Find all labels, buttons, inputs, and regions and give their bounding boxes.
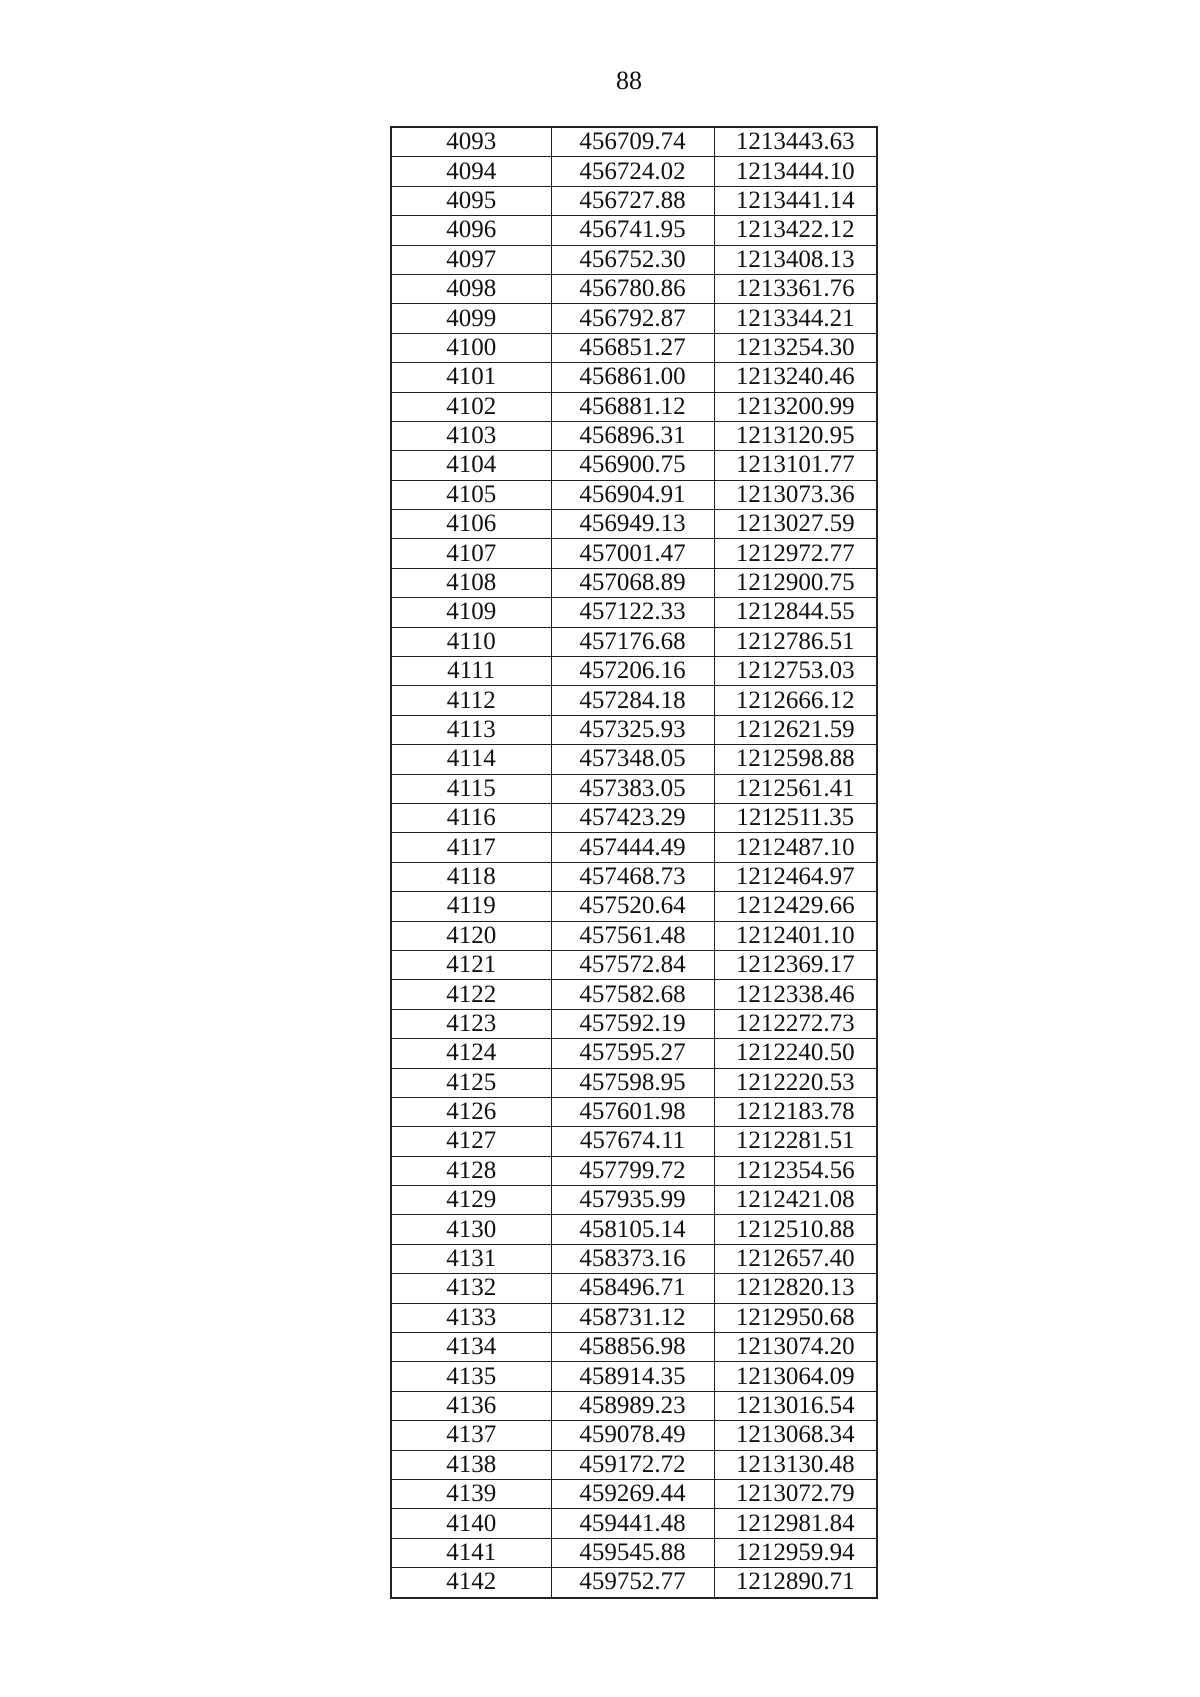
point-number-cell: 4133 — [391, 1303, 551, 1332]
x-coordinate-cell: 457674.11 — [551, 1127, 714, 1156]
x-coordinate-cell: 459172.72 — [551, 1450, 714, 1479]
y-coordinate-cell: 1212972.77 — [714, 539, 877, 568]
table-row — [391, 157, 877, 186]
y-coordinate-cell: 1213200.99 — [714, 392, 877, 421]
x-coordinate-cell: 456724.02 — [551, 157, 714, 186]
point-number-cell: 4105 — [391, 480, 551, 509]
table-row — [391, 1391, 877, 1420]
x-coordinate-cell: 457068.89 — [551, 568, 714, 597]
table-row — [391, 745, 877, 774]
table-row — [391, 980, 877, 1009]
x-coordinate-cell: 456709.74 — [551, 127, 714, 157]
table-row — [391, 657, 877, 686]
x-coordinate-cell: 457325.93 — [551, 715, 714, 744]
x-coordinate-cell: 456896.31 — [551, 421, 714, 450]
coordinates-table-body — [391, 127, 877, 1598]
table-row — [391, 186, 877, 215]
point-number-cell: 4115 — [391, 774, 551, 803]
y-coordinate-cell: 1212844.55 — [714, 598, 877, 627]
y-coordinate-cell: 1212981.84 — [714, 1509, 877, 1538]
x-coordinate-cell: 457595.27 — [551, 1039, 714, 1068]
y-coordinate-cell: 1213073.36 — [714, 480, 877, 509]
x-coordinate-cell: 457572.84 — [551, 950, 714, 979]
point-number-cell: 4096 — [391, 216, 551, 245]
x-coordinate-cell: 457348.05 — [551, 745, 714, 774]
y-coordinate-cell: 1212464.97 — [714, 862, 877, 891]
table-row — [391, 1303, 877, 1332]
table-row — [391, 1244, 877, 1273]
point-number-cell: 4131 — [391, 1244, 551, 1273]
point-number-cell: 4108 — [391, 568, 551, 597]
table-row — [391, 245, 877, 274]
point-number-cell: 4137 — [391, 1421, 551, 1450]
x-coordinate-cell: 458914.35 — [551, 1362, 714, 1391]
table-row — [391, 950, 877, 979]
x-coordinate-cell: 457582.68 — [551, 980, 714, 1009]
table-row — [391, 627, 877, 656]
x-coordinate-cell: 456741.95 — [551, 216, 714, 245]
y-coordinate-cell: 1213441.14 — [714, 186, 877, 215]
table-row — [391, 892, 877, 921]
point-number-cell: 4116 — [391, 803, 551, 832]
y-coordinate-cell: 1213074.20 — [714, 1333, 877, 1362]
y-coordinate-cell: 1212900.75 — [714, 568, 877, 597]
x-coordinate-cell: 459441.48 — [551, 1509, 714, 1538]
point-number-cell: 4097 — [391, 245, 551, 274]
y-coordinate-cell: 1212487.10 — [714, 833, 877, 862]
x-coordinate-cell: 457799.72 — [551, 1156, 714, 1185]
y-coordinate-cell: 1212621.59 — [714, 715, 877, 744]
y-coordinate-cell: 1212220.53 — [714, 1068, 877, 1097]
point-number-cell: 4129 — [391, 1186, 551, 1215]
x-coordinate-cell: 457176.68 — [551, 627, 714, 656]
table-row — [391, 1156, 877, 1185]
table-row — [391, 1215, 877, 1244]
x-coordinate-cell: 457001.47 — [551, 539, 714, 568]
x-coordinate-cell: 457598.95 — [551, 1068, 714, 1097]
x-coordinate-cell: 456851.27 — [551, 333, 714, 362]
x-coordinate-cell: 457122.33 — [551, 598, 714, 627]
point-number-cell: 4104 — [391, 451, 551, 480]
table-row — [391, 1568, 877, 1598]
point-number-cell: 4094 — [391, 157, 551, 186]
y-coordinate-cell: 1212338.46 — [714, 980, 877, 1009]
table-row — [391, 1127, 877, 1156]
point-number-cell: 4109 — [391, 598, 551, 627]
point-number-cell: 4127 — [391, 1127, 551, 1156]
x-coordinate-cell: 457592.19 — [551, 1009, 714, 1038]
y-coordinate-cell: 1213101.77 — [714, 451, 877, 480]
point-number-cell: 4124 — [391, 1039, 551, 1068]
y-coordinate-cell: 1213120.95 — [714, 421, 877, 450]
x-coordinate-cell: 457468.73 — [551, 862, 714, 891]
table-row — [391, 833, 877, 862]
y-coordinate-cell: 1213027.59 — [714, 510, 877, 539]
coordinates-table — [390, 126, 878, 1599]
y-coordinate-cell: 1212354.56 — [714, 1156, 877, 1185]
point-number-cell: 4110 — [391, 627, 551, 656]
x-coordinate-cell: 459545.88 — [551, 1538, 714, 1567]
table-row — [391, 421, 877, 450]
y-coordinate-cell: 1212421.08 — [714, 1186, 877, 1215]
point-number-cell: 4122 — [391, 980, 551, 1009]
y-coordinate-cell: 1212753.03 — [714, 657, 877, 686]
x-coordinate-cell: 457935.99 — [551, 1186, 714, 1215]
point-number-cell: 4099 — [391, 304, 551, 333]
point-number-cell: 4095 — [391, 186, 551, 215]
point-number-cell: 4139 — [391, 1479, 551, 1508]
table-row — [391, 862, 877, 891]
y-coordinate-cell: 1213254.30 — [714, 333, 877, 362]
table-row — [391, 1421, 877, 1450]
y-coordinate-cell: 1213064.09 — [714, 1362, 877, 1391]
table-row — [391, 480, 877, 509]
point-number-cell: 4138 — [391, 1450, 551, 1479]
x-coordinate-cell: 458105.14 — [551, 1215, 714, 1244]
table-row — [391, 392, 877, 421]
y-coordinate-cell: 1212598.88 — [714, 745, 877, 774]
y-coordinate-cell: 1212820.13 — [714, 1274, 877, 1303]
point-number-cell: 4098 — [391, 274, 551, 303]
table-row — [391, 1009, 877, 1038]
table-row — [391, 1479, 877, 1508]
point-number-cell: 4119 — [391, 892, 551, 921]
x-coordinate-cell: 458731.12 — [551, 1303, 714, 1332]
point-number-cell: 4111 — [391, 657, 551, 686]
table-row — [391, 1068, 877, 1097]
y-coordinate-cell: 1212369.17 — [714, 950, 877, 979]
y-coordinate-cell: 1212183.78 — [714, 1097, 877, 1126]
table-row — [391, 363, 877, 392]
y-coordinate-cell: 1213072.79 — [714, 1479, 877, 1508]
x-coordinate-cell: 459752.77 — [551, 1568, 714, 1598]
point-number-cell: 4121 — [391, 950, 551, 979]
point-number-cell: 4142 — [391, 1568, 551, 1598]
x-coordinate-cell: 457423.29 — [551, 803, 714, 832]
table-row — [391, 774, 877, 803]
y-coordinate-cell: 1212429.66 — [714, 892, 877, 921]
x-coordinate-cell: 459269.44 — [551, 1479, 714, 1508]
y-coordinate-cell: 1212511.35 — [714, 803, 877, 832]
table-row — [391, 1362, 877, 1391]
x-coordinate-cell: 456792.87 — [551, 304, 714, 333]
x-coordinate-cell: 457601.98 — [551, 1097, 714, 1126]
x-coordinate-cell: 456861.00 — [551, 363, 714, 392]
y-coordinate-cell: 1212401.10 — [714, 921, 877, 950]
point-number-cell: 4134 — [391, 1333, 551, 1362]
x-coordinate-cell: 456780.86 — [551, 274, 714, 303]
x-coordinate-cell: 456881.12 — [551, 392, 714, 421]
y-coordinate-cell: 1212510.88 — [714, 1215, 877, 1244]
point-number-cell: 4103 — [391, 421, 551, 450]
point-number-cell: 4135 — [391, 1362, 551, 1391]
point-number-cell: 4123 — [391, 1009, 551, 1038]
point-number-cell: 4093 — [391, 127, 551, 157]
table-row — [391, 715, 877, 744]
y-coordinate-cell: 1212890.71 — [714, 1568, 877, 1598]
y-coordinate-cell: 1213443.63 — [714, 127, 877, 157]
table-row — [391, 1509, 877, 1538]
point-number-cell: 4117 — [391, 833, 551, 862]
x-coordinate-cell: 456904.91 — [551, 480, 714, 509]
table-row — [391, 1274, 877, 1303]
x-coordinate-cell: 457284.18 — [551, 686, 714, 715]
x-coordinate-cell: 457206.16 — [551, 657, 714, 686]
y-coordinate-cell: 1213408.13 — [714, 245, 877, 274]
table-row — [391, 686, 877, 715]
table-row — [391, 216, 877, 245]
point-number-cell: 4101 — [391, 363, 551, 392]
table-row — [391, 1450, 877, 1479]
x-coordinate-cell: 458989.23 — [551, 1391, 714, 1420]
y-coordinate-cell: 1212240.50 — [714, 1039, 877, 1068]
y-coordinate-cell: 1213130.48 — [714, 1450, 877, 1479]
point-number-cell: 4125 — [391, 1068, 551, 1097]
table-row — [391, 539, 877, 568]
table-row — [391, 1039, 877, 1068]
x-coordinate-cell: 457561.48 — [551, 921, 714, 950]
x-coordinate-cell: 456727.88 — [551, 186, 714, 215]
x-coordinate-cell: 458496.71 — [551, 1274, 714, 1303]
x-coordinate-cell: 458856.98 — [551, 1333, 714, 1362]
y-coordinate-cell: 1213016.54 — [714, 1391, 877, 1420]
table-row — [391, 803, 877, 832]
point-number-cell: 4114 — [391, 745, 551, 774]
table-row — [391, 1333, 877, 1362]
y-coordinate-cell: 1213344.21 — [714, 304, 877, 333]
y-coordinate-cell: 1212561.41 — [714, 774, 877, 803]
table-row — [391, 568, 877, 597]
point-number-cell: 4112 — [391, 686, 551, 715]
y-coordinate-cell: 1213422.12 — [714, 216, 877, 245]
table-row — [391, 1186, 877, 1215]
y-coordinate-cell: 1212666.12 — [714, 686, 877, 715]
y-coordinate-cell: 1212657.40 — [714, 1244, 877, 1273]
page-number: 88 — [616, 66, 642, 95]
x-coordinate-cell: 456900.75 — [551, 451, 714, 480]
x-coordinate-cell: 456949.13 — [551, 510, 714, 539]
point-number-cell: 4136 — [391, 1391, 551, 1420]
point-number-cell: 4130 — [391, 1215, 551, 1244]
point-number-cell: 4128 — [391, 1156, 551, 1185]
y-coordinate-cell: 1213361.76 — [714, 274, 877, 303]
point-number-cell: 4126 — [391, 1097, 551, 1126]
y-coordinate-cell: 1212786.51 — [714, 627, 877, 656]
table-row — [391, 333, 877, 362]
y-coordinate-cell: 1213444.10 — [714, 157, 877, 186]
y-coordinate-cell: 1212281.51 — [714, 1127, 877, 1156]
table-row — [391, 304, 877, 333]
x-coordinate-cell: 457520.64 — [551, 892, 714, 921]
point-number-cell: 4113 — [391, 715, 551, 744]
point-number-cell: 4141 — [391, 1538, 551, 1567]
table-row — [391, 127, 877, 157]
x-coordinate-cell: 457444.49 — [551, 833, 714, 862]
x-coordinate-cell: 459078.49 — [551, 1421, 714, 1450]
point-number-cell: 4118 — [391, 862, 551, 891]
table-row — [391, 1538, 877, 1567]
point-number-cell: 4107 — [391, 539, 551, 568]
point-number-cell: 4106 — [391, 510, 551, 539]
point-number-cell: 4100 — [391, 333, 551, 362]
table-row — [391, 598, 877, 627]
x-coordinate-cell: 458373.16 — [551, 1244, 714, 1273]
x-coordinate-cell: 456752.30 — [551, 245, 714, 274]
table-row — [391, 1097, 877, 1126]
y-coordinate-cell: 1213240.46 — [714, 363, 877, 392]
table-row — [391, 274, 877, 303]
point-number-cell: 4102 — [391, 392, 551, 421]
y-coordinate-cell: 1212950.68 — [714, 1303, 877, 1332]
table-row — [391, 451, 877, 480]
point-number-cell: 4120 — [391, 921, 551, 950]
y-coordinate-cell: 1212959.94 — [714, 1538, 877, 1567]
point-number-cell: 4132 — [391, 1274, 551, 1303]
point-number-cell: 4140 — [391, 1509, 551, 1538]
y-coordinate-cell: 1213068.34 — [714, 1421, 877, 1450]
table-row — [391, 921, 877, 950]
table-row — [391, 510, 877, 539]
x-coordinate-cell: 457383.05 — [551, 774, 714, 803]
y-coordinate-cell: 1212272.73 — [714, 1009, 877, 1038]
